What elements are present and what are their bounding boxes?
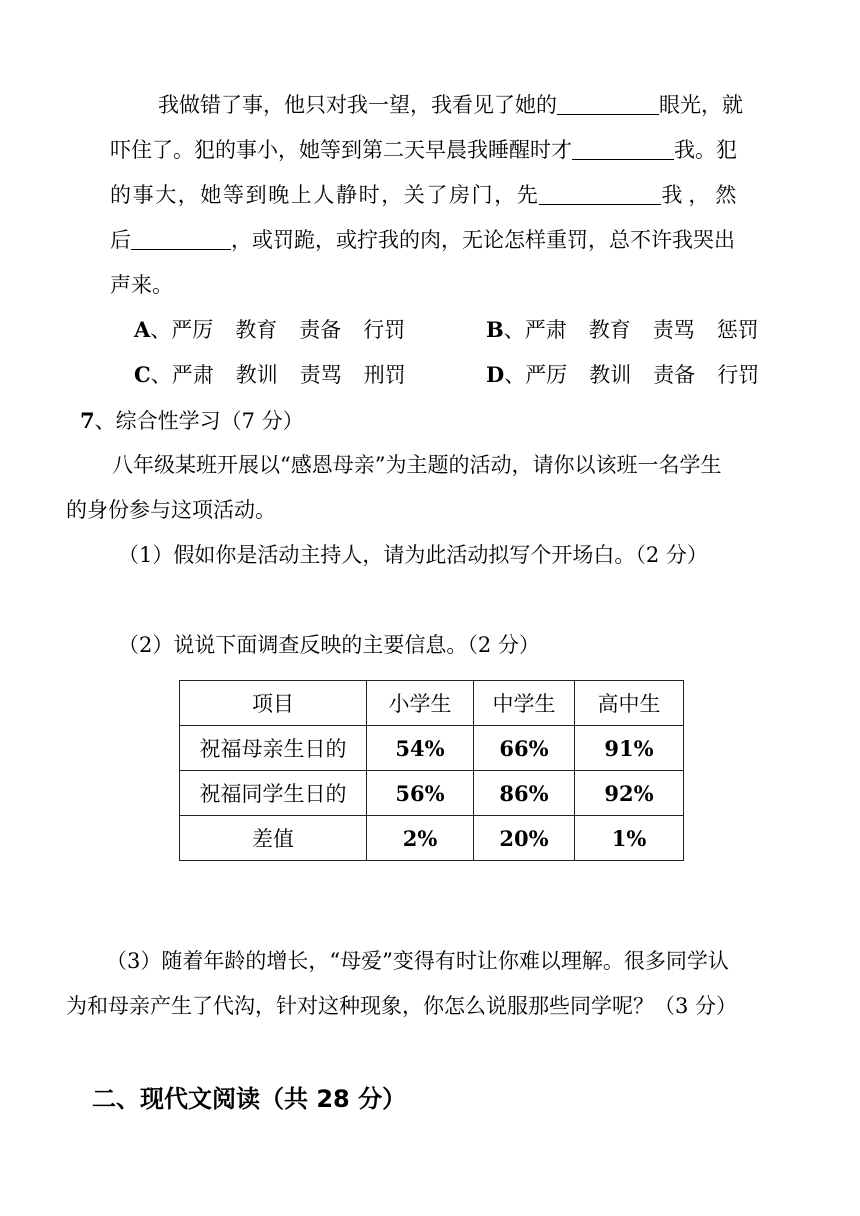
table-cell: 2% [367, 816, 474, 861]
sub-question-text: （1）假如你是活动主持人，请为此活动拟写个开场白。（2 分） [118, 543, 708, 567]
question-title: 、综合性学习（7 分） [94, 409, 304, 433]
option-word: 严肃 [171, 363, 214, 387]
question-number: 7 [80, 408, 95, 433]
passage-line-3 [110, 180, 800, 210]
table-cell: 66% [474, 726, 575, 771]
passage-text: 声来。 [110, 273, 173, 297]
question-7-intro-2 [66, 495, 276, 525]
section-heading: 二、现代文阅读（共 28 分） [92, 1085, 407, 1113]
option-word: 严厉 [525, 363, 568, 387]
question-7-heading [80, 406, 304, 436]
question-7-intro-1 [112, 450, 721, 480]
passage-line-1 [158, 90, 743, 120]
option-word: 行罚 [717, 363, 760, 387]
option-a[interactable] [134, 315, 405, 345]
options-row-2 [134, 360, 794, 390]
sub-question-3-line-1 [106, 946, 729, 976]
table-cell: 92% [575, 771, 684, 816]
option-word: 教育 [588, 318, 631, 342]
table-cell: 差值 [180, 816, 367, 861]
passage-text: 我做错了事，他只对我一望，我看见了她的 [158, 93, 557, 117]
passage-text: 我，然 [661, 183, 743, 207]
option-word: 责备 [653, 363, 696, 387]
option-letter: A [134, 317, 151, 342]
passage-line-4 [110, 225, 735, 255]
table-header-cell: 项目 [180, 681, 367, 726]
option-sep: 、 [150, 363, 172, 387]
option-d[interactable] [486, 360, 759, 390]
sub-question-text: 为和母亲产生了代沟，针对这种现象，你怎么说服那些同学呢？（3 分） [66, 994, 738, 1018]
option-letter: C [134, 362, 151, 387]
answer-blank-3[interactable] [539, 182, 661, 205]
passage-line-5 [110, 270, 173, 300]
table-cell: 祝福同学生日的 [180, 771, 367, 816]
passage-text: 吓住了。犯的事小，她等到第二天早晨我睡醒时才 [110, 138, 572, 162]
survey-table [179, 680, 684, 861]
option-word: 严厉 [171, 318, 214, 342]
table-cell: 祝福母亲生日的 [180, 726, 367, 771]
option-word: 责备 [299, 318, 342, 342]
option-word: 刑罚 [363, 363, 406, 387]
option-letter: B [486, 317, 504, 342]
option-word: 责骂 [299, 363, 342, 387]
option-c[interactable] [134, 360, 406, 390]
option-b[interactable] [486, 315, 759, 345]
option-sep: 、 [503, 318, 525, 342]
answer-blank-2[interactable] [572, 137, 674, 160]
sub-question-text: （3）随着年龄的增长，“母爱”变得有时让你难以理解。很多同学认 [106, 949, 729, 973]
table-row [180, 816, 684, 861]
option-word: 责骂 [652, 318, 695, 342]
option-letter: D [486, 362, 505, 387]
option-word: 教育 [235, 318, 278, 342]
table-cell: 91% [575, 726, 684, 771]
sub-question-3-line-2 [66, 991, 737, 1021]
option-word: 教训 [235, 363, 278, 387]
option-word: 行罚 [363, 318, 406, 342]
sub-question-2 [118, 630, 540, 660]
intro-text: 八年级某班开展以“感恩母亲”为主题的活动，请你以该班一名学生 [112, 453, 722, 477]
passage-text: 的事大，她等到晚上人静时，关了房门，先 [110, 183, 540, 207]
table-cell: 86% [474, 771, 575, 816]
option-sep: 、 [150, 318, 172, 342]
option-sep: 、 [504, 363, 526, 387]
sub-question-text: （2）说说下面调查反映的主要信息。（2 分） [118, 633, 540, 657]
passage-line-2 [110, 135, 737, 165]
passage-text: ，或罚跪，或拧我的肉，无论怎样重罚，总不许我哭出 [231, 228, 735, 252]
intro-text: 的身份参与这项活动。 [66, 498, 276, 522]
answer-blank-4[interactable] [131, 227, 231, 250]
option-word: 教训 [589, 363, 632, 387]
passage-text: 我。犯 [674, 138, 737, 162]
table-row [180, 771, 684, 816]
table-header-row [180, 681, 684, 726]
table-row [180, 726, 684, 771]
option-word: 严肃 [524, 318, 567, 342]
table-cell: 1% [575, 816, 684, 861]
table-header-cell: 高中生 [575, 681, 684, 726]
passage-text: 眼光，就 [659, 93, 743, 117]
table-header-cell: 小学生 [367, 681, 474, 726]
table-cell: 20% [474, 816, 575, 861]
option-word: 惩罚 [716, 318, 759, 342]
options-row-1 [134, 315, 794, 345]
table-cell: 56% [367, 771, 474, 816]
sub-question-1 [118, 540, 708, 570]
table-cell: 54% [367, 726, 474, 771]
answer-blank-1[interactable] [557, 92, 659, 115]
table-header-cell: 中学生 [474, 681, 575, 726]
passage-text: 后 [110, 228, 131, 252]
